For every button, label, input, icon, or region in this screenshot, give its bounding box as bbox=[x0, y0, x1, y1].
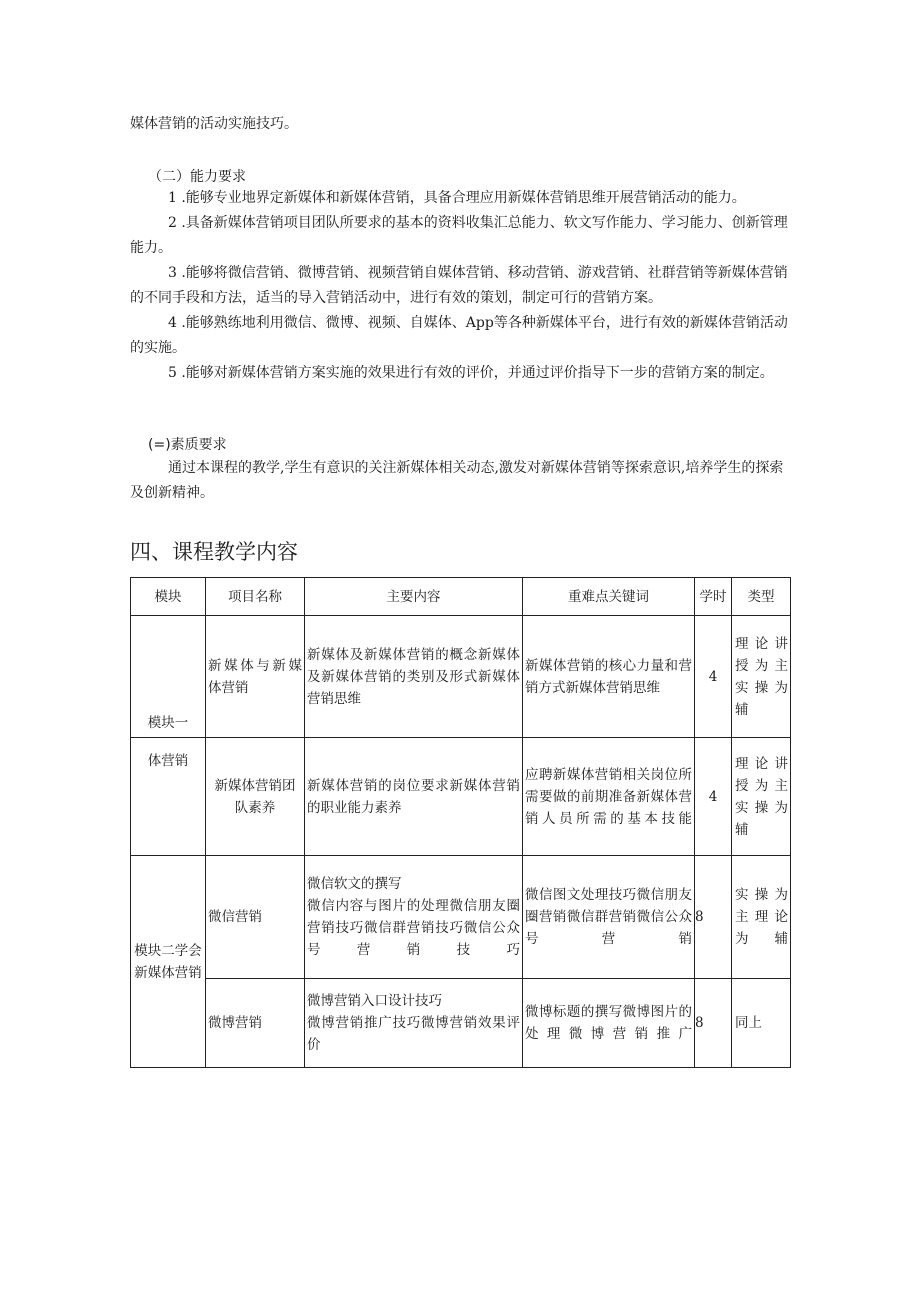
type-cell: 理论讲授为主实操为辅 bbox=[732, 738, 791, 856]
type-cell: 实操为主理论为辅 bbox=[732, 856, 791, 979]
table-header-row bbox=[131, 578, 791, 616]
header-module: 模块 bbox=[131, 578, 206, 616]
ability-item-5: 5 .能够对新媒体营销方案实施的效果进行有效的评价，并通过评价指导下一步的营销方案的制定。 bbox=[168, 365, 774, 381]
hours-cell: 4 bbox=[695, 738, 732, 856]
intro-tail-text: 媒体营销的活动实施技巧。 bbox=[130, 116, 298, 132]
main-content-line: 微博营销入口设计技巧 bbox=[307, 993, 442, 1009]
ability-item-3: 3 .能够将微信营销、微博营销、视频营销自媒体营销、移动营销、游戏营销、社群营销等新媒体营销的不同手段和方法，适当的导入营销活动中，进行有效的策划，制定可行的营销方案。 bbox=[130, 265, 788, 306]
main-content-rest: 微博营销推广技巧微博营销效果评价 bbox=[307, 1015, 520, 1053]
project-name-cell: 微信营销 bbox=[206, 856, 305, 979]
table-row bbox=[131, 616, 791, 738]
header-keywords: 重难点关键词 bbox=[523, 578, 695, 616]
ability-item-4: 4 .能够熟练地利用微信、微博、视频、自媒体、App等各种新媒体平台，进行有效的新媒体营销活动的实施。 bbox=[130, 315, 788, 356]
ability-item-2: 2 .具备新媒体营销项目团队所要求的基本的资料收集汇总能力、软文写作能力、学习能力、创新管理能力。 bbox=[130, 215, 788, 256]
keywords-cell: 微信图文处理技巧微信朋友圈营销微信群营销微信公众号营销 bbox=[523, 856, 695, 979]
main-content-cell: 新媒体营销的岗位要求新媒体营销的职业能力素养 bbox=[305, 738, 523, 856]
type-cell: 同上 bbox=[732, 979, 791, 1068]
keywords-cell: 微博标题的撰写微博图片的处理微博营销推广 bbox=[523, 979, 695, 1068]
main-content-cell bbox=[305, 856, 523, 979]
header-main-content: 主要内容 bbox=[305, 578, 523, 616]
project-name-cell: 微博营销 bbox=[206, 979, 305, 1068]
table-row bbox=[131, 979, 791, 1068]
ability-item-1: 1 .能够专业地界定新媒体和新媒体营销，具备合理应用新媒体营销思维开展营销活动的能力。 bbox=[168, 190, 746, 206]
module1-cell-a: 模块一 bbox=[131, 616, 206, 738]
project-name-cell: 新媒体营销团队素养 bbox=[206, 738, 305, 856]
header-type: 类型 bbox=[732, 578, 791, 616]
main-content-line: 微信软文的撰写 bbox=[307, 876, 402, 892]
table-row bbox=[131, 856, 791, 979]
chapter-title: 四、课程教学内容 bbox=[130, 540, 298, 564]
module2-cell: 模块二学会新媒体营销 bbox=[131, 856, 206, 1068]
main-content-cell bbox=[305, 979, 523, 1068]
project-name-cell: 新媒体与新媒体营销 bbox=[206, 616, 305, 738]
hours-cell: 8 bbox=[695, 856, 732, 979]
keywords-cell: 应聘新媒体营销相关岗位所需要做的前期准备新媒体营销人员所需的基本技能 bbox=[523, 738, 695, 856]
course-content-table bbox=[130, 577, 791, 1068]
quality-section-title: (=)素质要求 bbox=[148, 437, 227, 453]
main-content-rest: 微信内容与图片的处理微信朋友圈营销技巧微信群营销技巧微信公众号营销技巧 bbox=[307, 898, 520, 958]
ability-section-title: （二）能力要求 bbox=[148, 169, 246, 185]
hours-cell: 8 bbox=[695, 979, 732, 1068]
table-row bbox=[131, 738, 791, 856]
module1-cell-b: 体营销 bbox=[131, 738, 206, 856]
quality-text: 通过本课程的教学,学生有意识的关注新媒体相关动态,激发对新媒体营销等探索意识,培养学生的探索及创新精神。 bbox=[130, 460, 784, 501]
header-project-name: 项目名称 bbox=[206, 578, 305, 616]
ability-list bbox=[130, 186, 792, 386]
hours-cell: 4 bbox=[695, 616, 732, 738]
header-hours: 学时 bbox=[695, 578, 732, 616]
type-cell: 理论讲授为主实操为辅 bbox=[732, 616, 791, 738]
keywords-cell: 新媒体营销的核心力量和营销方式新媒体营销思维 bbox=[523, 616, 695, 738]
main-content-cell: 新媒体及新媒体营销的概念新媒体及新媒体营销的类别及形式新媒体营销思维 bbox=[305, 616, 523, 738]
